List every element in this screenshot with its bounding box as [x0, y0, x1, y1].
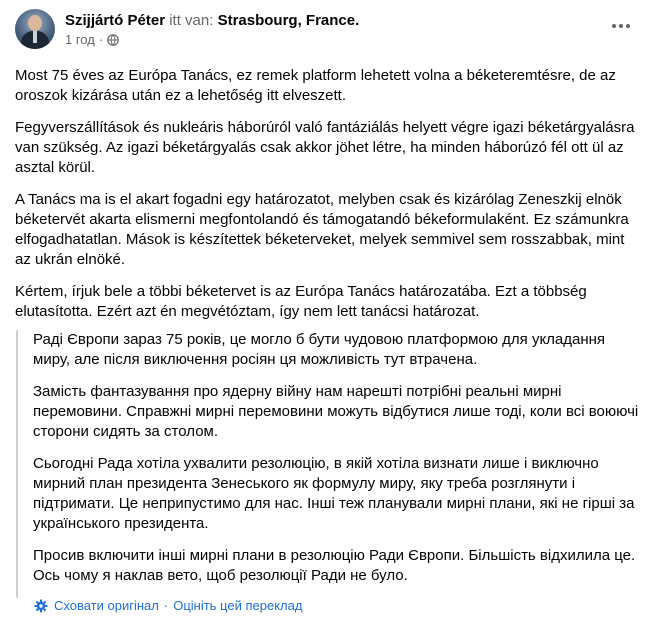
globe-icon[interactable]: [107, 34, 119, 46]
author-avatar[interactable]: [15, 9, 55, 49]
original-paragraph: A Tanács ma is el akart fogadni egy határozatot, melyben csak és kizárólag Zeneszkij elnök béketervét akarta elismerni megfontolandó és támogatandó békeformulaként. Ez számunkra elfogadhatatlan. Mások is készítettek béketerveket, melyek semmivel sem rosszabbak, mint az ukrán elnöké.: [15, 191, 629, 268]
original-paragraph: Fegyverszállítások és nukleáris háborúról való fantáziálás helyett végre igazi béketárgyalásra van szükség. Az igazi béketárgyalás csak akkor jöhet létre, ha minden háborúzó fél ott ül az asztal körül.: [15, 119, 635, 176]
more-options-button[interactable]: [605, 10, 637, 42]
gear-icon[interactable]: [34, 599, 48, 613]
avatar-head: [28, 15, 42, 31]
more-horizontal-icon: [612, 24, 616, 28]
post-header: [15, 8, 639, 52]
rate-translation-link[interactable]: Оцініть цей переклад: [173, 598, 303, 613]
avatar-shirt: [33, 31, 37, 43]
translated-paragraph: Сьогодні Рада хотіла ухвалити резолюцію, в якій хотіла визнати лише і виключно мирний план президента Зенеського як формулу миру, яку треба розглянути і підтримати. Це неприпустимо для нас. Інші теж планували мирні плани, які не гірші за українського президента.: [33, 455, 635, 532]
translated-paragraph: Раді Європи зараз 75 років, це могло б бути чудовою платформою для укладання миру, але після виключення росіян ця можливість тут втрачена.: [33, 331, 606, 368]
post-meta: [65, 31, 119, 48]
post-translation: [16, 330, 640, 598]
meta-separator: ·: [98, 32, 104, 47]
more-horizontal-icon: [626, 24, 630, 28]
more-horizontal-icon: [619, 24, 623, 28]
location-prefix: itt van:: [169, 12, 214, 29]
translated-paragraph: Замість фантазування про ядерну війну нам нарешті потрібні реальні мирні перемовини. Справжні мирні перемовини можуть відбутися лише тоді, коли всі воюючі сторони сидять за столом.: [33, 383, 639, 440]
original-paragraph: Kértem, írjuk bele a többi béketervet is az Európa Tanács határozatába. Ezt a többség elutasította. Ezért azt én megvétóztam, így nem lett tanácsi határozat.: [15, 283, 587, 320]
original-paragraph: Most 75 éves az Európa Tanács, ez remek platform lehetett volna a béketeremtésre, de az oroszok kizárása után ez a lehetőség itt elveszett.: [15, 67, 616, 104]
post-original-text: [15, 66, 640, 334]
hide-original-link[interactable]: Сховати оригінал: [54, 598, 159, 613]
translation-separator: ·: [163, 598, 169, 613]
translation-controls: [34, 597, 302, 614]
post-timestamp[interactable]: 1 год: [65, 32, 95, 47]
author-name[interactable]: Szijjártó Péter: [65, 12, 166, 29]
post-title-line: [65, 11, 359, 30]
location-link[interactable]: Strasbourg, France.: [217, 12, 360, 29]
translated-paragraph: Просив включити інші мирні плани в резолюцію Ради Європи. Більшість відхилила це. Ось чому я наклав вето, щоб резолюції Ради не було.: [33, 547, 636, 584]
